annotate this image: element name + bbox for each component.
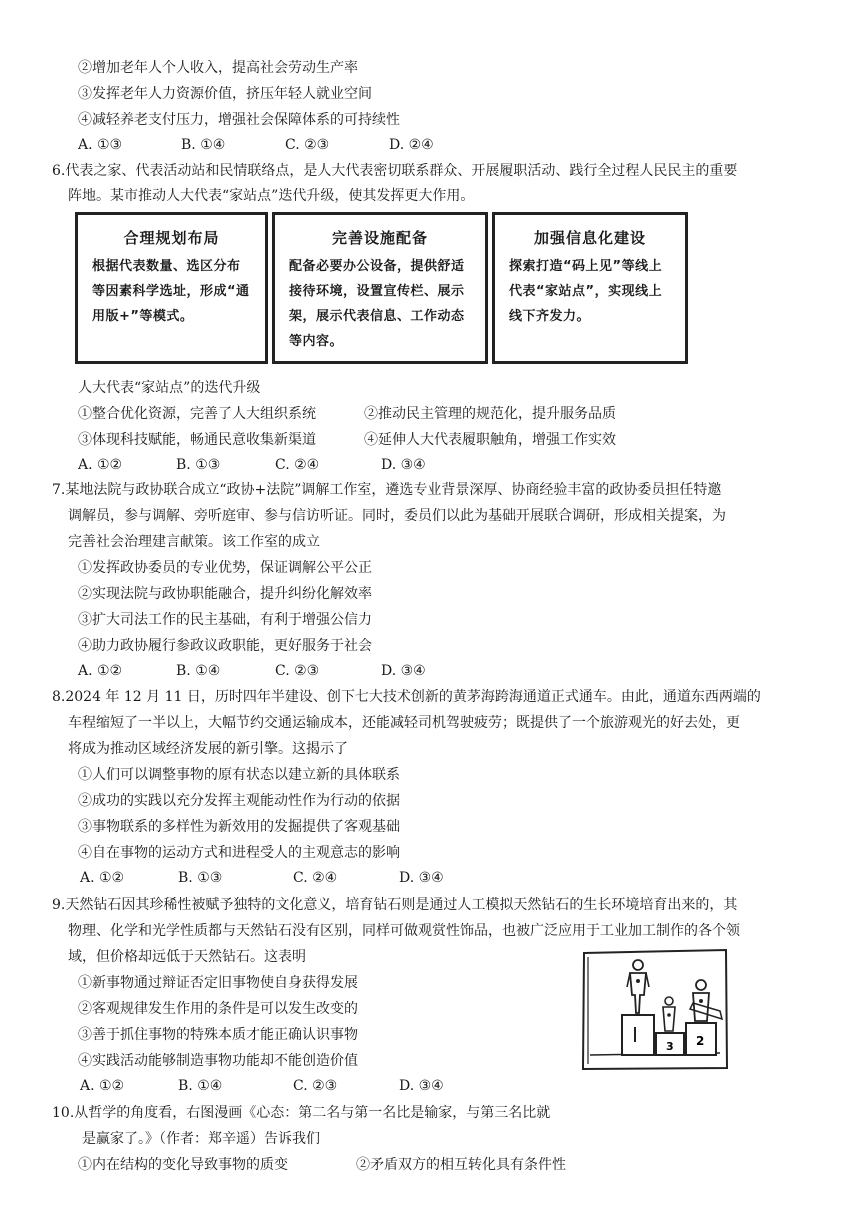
q6-box-layout [75, 212, 268, 364]
q5-option-3: ③发挥老年人力资源价值，挤压年轻人就业空间 [78, 86, 372, 102]
q6-box-layout-body: 根据代表数量、选区分布等因素科学选址，形成“通用版+”等模式。 [92, 259, 250, 324]
q6-box-informatization-body: 探索打造“码上见”等线上代表“家站点”，实现线上线下齐发力。 [509, 259, 663, 324]
q9-stem-line-3: 域，但价格却远低于天然钻石。这表明 [68, 949, 306, 965]
q6-option-4: ④延伸人大代表履职触角，增强工作实效 [364, 432, 616, 448]
q7-answer-c[interactable]: C. ②③ [275, 663, 320, 679]
q6-answer-c[interactable]: C. ②④ [275, 457, 320, 473]
q7-stem-line-3: 完善社会治理建言献策。该工作室的成立 [68, 534, 320, 550]
q7-stem-line-2: 调解员，参与调解、旁听庭审、参与信访听证。同时，委员们以此为基础开展联合调研，形成相关提案，为 [68, 508, 726, 524]
q8-option-3: ③事物联系的多样性为新效用的发掘提供了客观基础 [78, 819, 400, 835]
q6-box-facilities [272, 212, 488, 364]
q5-answer-c[interactable]: C. ②③ [285, 137, 330, 153]
q6-answer-b[interactable]: B. ①③ [176, 457, 221, 473]
figure-second-place [690, 980, 722, 1021]
podium-cartoon-illustration [580, 947, 730, 1072]
q9-option-3: ③善于抓住事物的特殊本质才能正确认识事物 [78, 1027, 358, 1043]
q9-option-1: ①新事物通过辩证否定旧事物使自身获得发展 [78, 975, 358, 991]
q5-answer-row [78, 135, 434, 155]
q8-option-1: ①人们可以调整事物的原有状态以建立新的具体联系 [78, 767, 400, 783]
q6-answer-d[interactable]: D. ③④ [381, 457, 426, 473]
q9-answer-row [80, 1076, 444, 1096]
podium-third-number: 3 [666, 1040, 674, 1053]
q10-option-1: ①内在结构的变化导致事物的质变 [78, 1157, 288, 1173]
q7-answer-a[interactable]: A. ①② [78, 663, 123, 679]
q9-stem-line-1: 9.天然钻石因其珍稀性被赋予独特的文化意义，培育钻石则是通过人工模拟天然钻石的生长环境培育出来的，其 [52, 897, 738, 913]
q7-option-3: ③扩大司法工作的民主基础，有利于增强公信力 [78, 612, 372, 628]
q9-answer-d[interactable]: D. ③④ [399, 1078, 444, 1094]
podium-second-number: 2 [696, 1034, 705, 1048]
q6-lead: 人大代表“家站点”的迭代升级 [78, 380, 261, 396]
figure-first-place [627, 960, 649, 1013]
q6-box-informatization [492, 212, 688, 364]
q7-answer-d[interactable]: D. ③④ [381, 663, 426, 679]
q8-stem-line-1: 8.2024 年 12 月 11 日，历时四年半建设、创下七大技术创新的黄茅海跨海通道正式通车。由此，通道东西两端的 [52, 689, 761, 705]
q9-answer-c[interactable]: C. ②③ [293, 1078, 338, 1094]
q8-stem-line-2: 车程缩短了一半以上，大幅节约交通运输成本，还能减轻司机驾驶疲劳；既提供了一个旅游观光的好去处，更 [68, 715, 740, 731]
q8-answer-c[interactable]: C. ②④ [293, 870, 338, 886]
q7-answer-b[interactable]: B. ①④ [176, 663, 221, 679]
q7-option-4: ④助力政协履行参政议政职能，更好服务于社会 [78, 638, 372, 654]
q7-option-2: ②实现法院与政协职能融合，提升纠纷化解效率 [78, 586, 372, 602]
q10-stem-line-1: 10.从哲学的角度看，右图漫画《心态：第二名与第一名比是输家，与第三名比就 [52, 1105, 551, 1121]
q6-box-informatization-title: 加强信息化建设 [533, 229, 646, 247]
q8-option-4: ④自在事物的运动方式和进程受人的主观意志的影响 [78, 845, 400, 861]
q5-answer-a[interactable]: A. ①③ [78, 137, 123, 153]
q7-answer-row [78, 661, 426, 681]
q7-option-1: ①发挥政协委员的专业优势，保证调解公平公正 [78, 560, 372, 576]
q9-option-2: ②客观规律发生作用的条件是可以发生改变的 [78, 1001, 358, 1017]
q7-stem-line-1: 7.某地法院与政协联合成立“政协+法院”调解工作室，遴选专业背景深厚、协商经验丰富的政协委员担任特邀 [52, 482, 722, 498]
q5-answer-d[interactable]: D. ②④ [389, 137, 434, 153]
q8-answer-a[interactable]: A. ①② [80, 870, 125, 886]
q6-box-facilities-title: 完善设施配备 [331, 229, 428, 247]
q5-option-4: ④减轻养老支付压力，增强社会保障体系的可持续性 [78, 112, 400, 128]
figure-third-place [663, 997, 675, 1031]
q6-box-facilities-body: 配备必要办公设备，提供舒适接待环境，设置宣传栏、展示架，展示代表信息、工作动态等内容。 [289, 259, 465, 349]
q6-answer-row [78, 455, 426, 475]
q5-option-2: ②增加老年人个人收入，提高社会劳动生产率 [78, 60, 358, 76]
q6-stem-line-1: 6.代表之家、代表活动站和民情联络点，是人大代表密切联系群众、开展履职活动、践行全过程人民民主的重要 [52, 163, 738, 179]
q10-option-2: ②矛盾双方的相互转化具有条件性 [356, 1157, 566, 1173]
q8-answer-d[interactable]: D. ③④ [399, 870, 444, 886]
q10-stem-line-2: 是赢家了。》（作者：郑辛遥）告诉我们 [82, 1131, 320, 1147]
q5-answer-b[interactable]: B. ①④ [181, 137, 226, 153]
q8-option-2: ②成功的实践以充分发挥主观能动性作为行动的依据 [78, 793, 400, 809]
q8-answer-b[interactable]: B. ①③ [178, 870, 223, 886]
q9-answer-a[interactable]: A. ①② [80, 1078, 125, 1094]
podium-first [622, 1015, 654, 1055]
q6-option-2: ②推动民主管理的规范化，提升服务品质 [364, 406, 616, 422]
q6-stem-line-2: 阵地。某市推动人大代表“家站点”迭代升级，使其发挥更大作用。 [68, 188, 475, 204]
q6-box-layout-title: 合理规划布局 [123, 229, 220, 247]
q8-answer-row [80, 868, 444, 888]
q6-option-3: ③体现科技赋能，畅通民意收集新渠道 [78, 432, 316, 448]
q6-answer-a[interactable]: A. ①② [78, 457, 123, 473]
q8-stem-line-3: 将成为推动区域经济发展的新引擎。这揭示了 [68, 741, 348, 757]
q9-stem-line-2: 物理、化学和光学性质都与天然钻石没有区别，同样可做观赏性饰品，也被广泛应用于工业加工制作的各个领 [68, 923, 740, 939]
q9-option-4: ④实践活动能够制造事物功能却不能创造价值 [78, 1053, 358, 1069]
q6-option-1: ①整合优化资源，完善了人大组织系统 [78, 406, 316, 422]
q9-answer-b[interactable]: B. ①④ [178, 1078, 223, 1094]
